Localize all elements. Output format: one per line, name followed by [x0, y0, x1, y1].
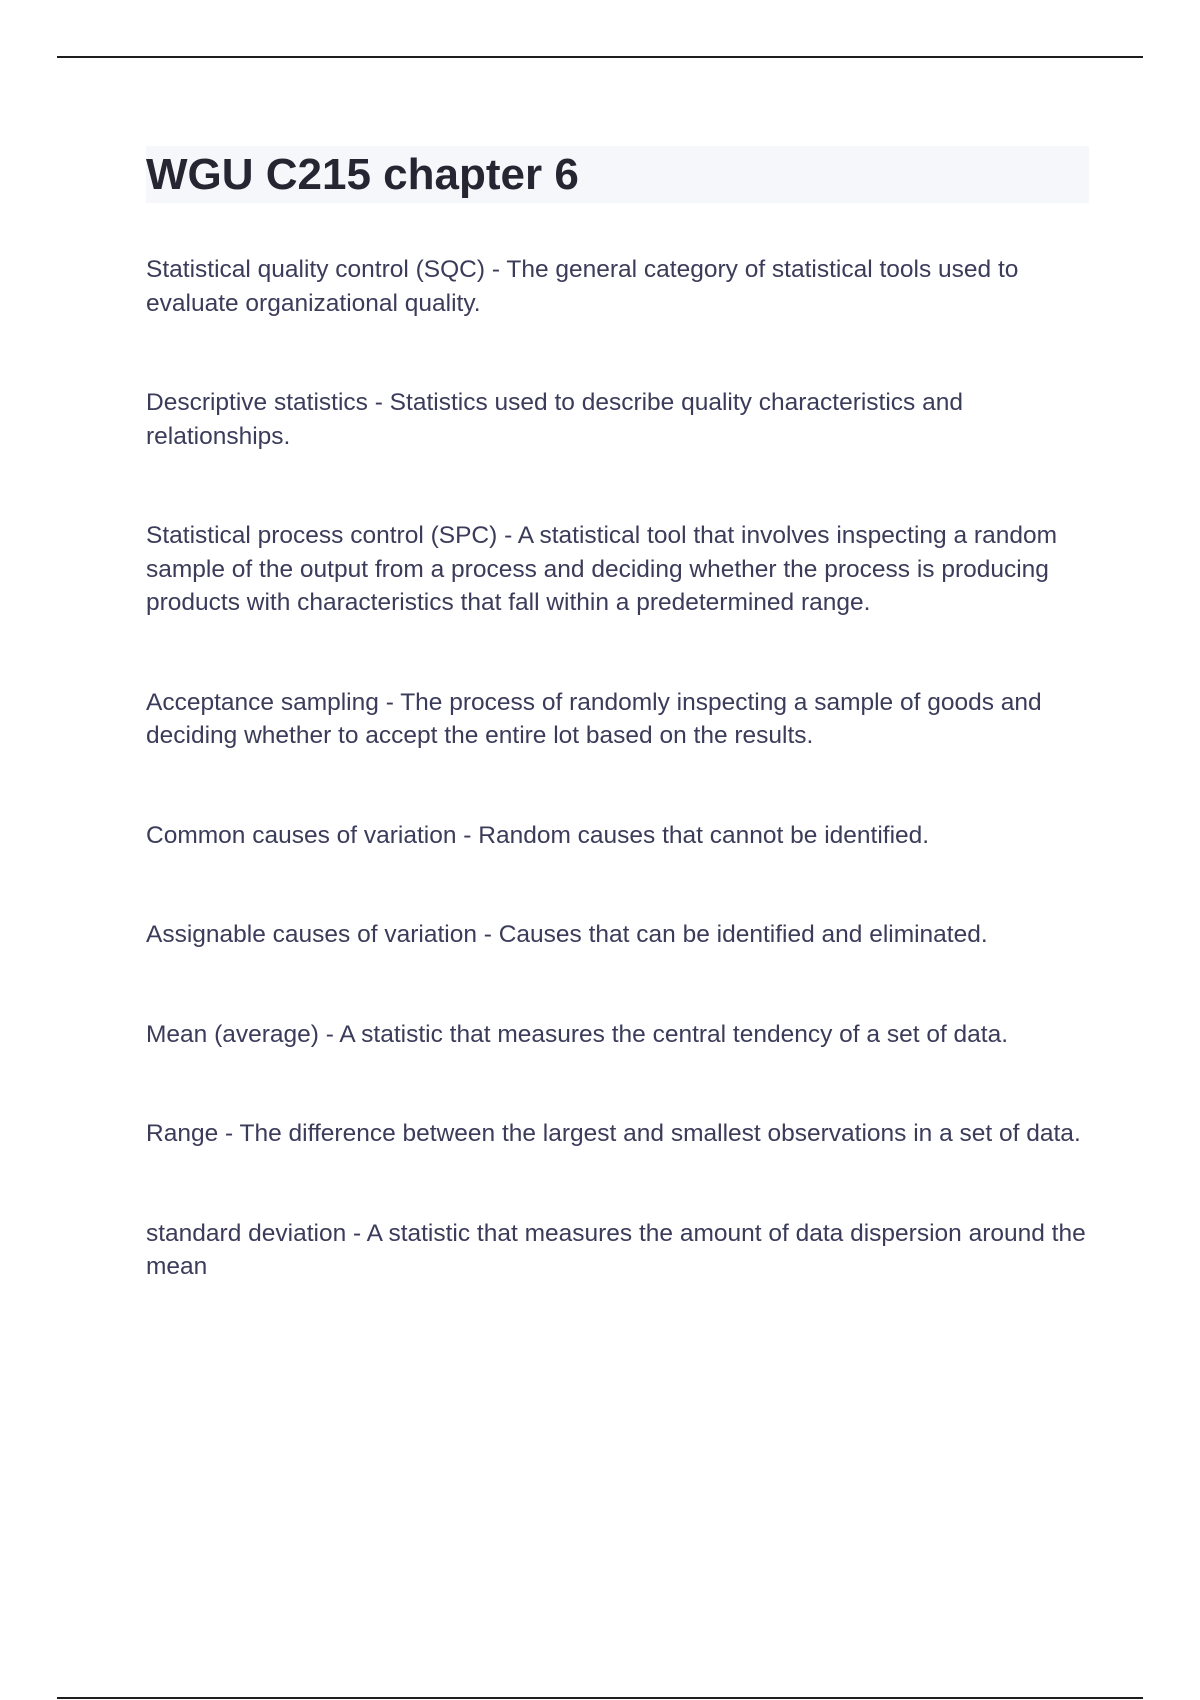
definition-mean: Mean (average) - A statistic that measures the central tendency of a set of data. [146, 1020, 1009, 1048]
title-banner [146, 146, 1089, 203]
definition-spc: Statistical process control (SPC) - A statistical tool that involves inspecting a random sample of the output from a process and deciding whether the process is producing products with characteristics that fall within a predetermined range. [146, 522, 1057, 616]
bottom-rule [57, 1697, 1143, 1699]
definition-range: Range - The difference between the largest and smallest observations in a set of data. [146, 1120, 1081, 1147]
document-title: WGU C215 chapter 6 [146, 149, 579, 199]
definition-descriptive-statistics: Descriptive statistics - Statistics used to describe quality characteristics and relationships. [146, 389, 963, 450]
document-body [146, 146, 1089, 1350]
definition-sqc: Statistical quality control (SQC) - The general category of statistical tools used to evaluate organizational quality. [146, 256, 1019, 317]
definition-assignable-causes: Assignable causes of variation - Causes that can be identified and eliminated. [146, 921, 988, 948]
definition-acceptance-sampling: Acceptance sampling - The process of randomly inspecting a sample of goods and deciding whether to accept the entire lot based on the results. [146, 688, 1042, 749]
top-rule [57, 56, 1143, 58]
definition-common-causes: Common causes of variation - Random causes that cannot be identified. [146, 821, 930, 849]
definition-standard-deviation: standard deviation - A statistic that measures the amount of data dispersion around the mean [146, 1219, 1086, 1280]
definition-list [146, 253, 1089, 1284]
